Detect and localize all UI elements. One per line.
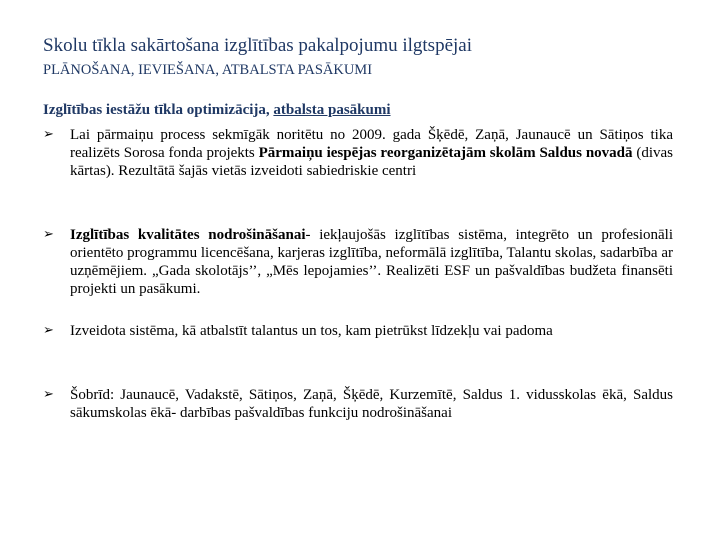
arrow-bullet-icon: ➢ [43,387,54,402]
bullet-text-3: Izveidota sistēma, kā atbalstīt talantus un tos, kam pietrūkst līdzekļu vai padoma [70,323,553,339]
bullet-item-3 [43,322,673,340]
bullet-text-2 [70,226,673,298]
section-heading-underlined: atbalsta pasākumi [273,102,391,118]
arrow-bullet-icon: ➢ [43,227,54,242]
section-heading [43,102,391,119]
bullet-2-heading: Izglītības kvalitātes nodrošināšanai [70,227,306,243]
bullet-text-1 [70,126,673,180]
bullet-1-text-a: Lai pārmaiņu process sekmīgāk noritētu no 2009. gada Šķēdē, Zaņā, Jaunaucē un Sātiņos tika realizēts Sorosa fonda projekts [70,127,673,161]
bullet-item-4 [43,386,673,422]
bullet-text-4: Šobrīd: Jaunaucē, Vadakstē, Sātiņos, Zaņā, Šķēdē, Kurzemītē, Saldus 1. vidusskolas ēkā, Saldus sākumskolas ēkā- darbības pašvaldības funkciju nodrošināšanai [70,387,673,421]
bullet-item-1 [43,126,673,180]
bullet-1-text-b: (divas kārtas). Rezultātā šajās vietās izveidoti sabiedriskie centri [70,145,673,179]
slide-title: Skolu tīkla sakārtošana izglītības pakalpojumu ilgtspējai [43,35,473,56]
bullet-item-2 [43,226,673,298]
slide-subtitle: PLĀNOŠANA, IEVIEŠANA, ATBALSTA PASĀKUMI [43,62,373,78]
arrow-bullet-icon: ➢ [43,127,54,142]
section-heading-text: Izglītības iestāžu tīkla optimizācija, [43,102,274,118]
arrow-bullet-icon: ➢ [43,323,54,338]
bullet-2-text: - iekļaujošās izglītības sistēma, integrēto un profesionāli orientēto programmu licencēšana, karjeras izglītība, neformālā izglītība, Talantu skolas, sadarbība ar uzņēmējiem. „Gada skolotājs’’, „Mēs lepojamies’’. Realizēti ESF un pašvaldības budžeta finansēti projekti un pasākumi. [70,227,673,297]
bullet-1-project-name: Pārmaiņu iespējas reorganizētajām skolām Saldus novadā [258,145,633,161]
